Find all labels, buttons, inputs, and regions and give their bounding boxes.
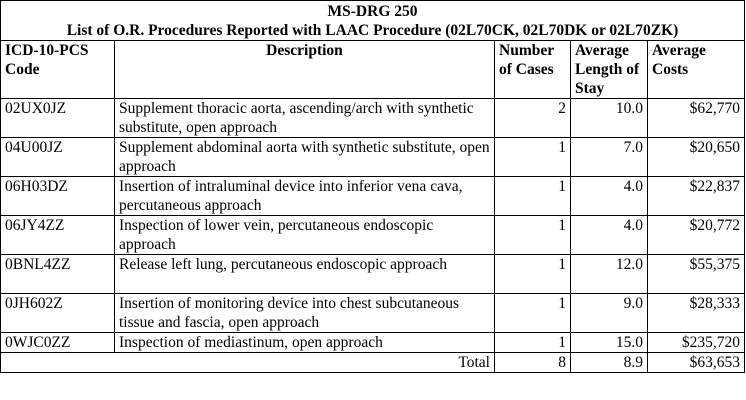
table-subtitle: List of O.R. Procedures Reported with LAAC Procedure (02L70CK, 02L70DK or 02L70ZK)	[66, 22, 679, 39]
cell-cases: 1	[495, 138, 571, 177]
cell-code: 04U00JZ	[1, 138, 115, 177]
cell-code: 0BNL4ZZ	[1, 255, 115, 294]
table-row	[1, 99, 745, 138]
cell-los: 15.0	[571, 333, 648, 353]
table-row	[1, 333, 745, 353]
cell-los: 4.0	[571, 216, 648, 255]
cell-costs: $28,333	[648, 294, 745, 333]
table-title-cell	[1, 1, 745, 41]
header-description: Description	[115, 41, 495, 99]
cell-code: 0WJC0ZZ	[1, 333, 115, 353]
table-row	[1, 294, 745, 333]
table-title-row	[1, 1, 745, 41]
column-header-row	[1, 41, 745, 99]
cell-cases: 1	[495, 255, 571, 294]
cell-code: 02UX0JZ	[1, 99, 115, 138]
cell-code: 06H03DZ	[1, 177, 115, 216]
total-row	[1, 353, 745, 373]
total-costs: $63,653	[648, 353, 745, 373]
header-los: Average Length of Stay	[571, 41, 648, 99]
table-row	[1, 138, 745, 177]
cell-cases: 1	[495, 294, 571, 333]
cell-cases: 2	[495, 99, 571, 138]
cell-costs: $20,650	[648, 138, 745, 177]
cell-los: 12.0	[571, 255, 648, 294]
cell-description: Inspection of mediastinum, open approach	[115, 333, 495, 353]
total-los: 8.9	[571, 353, 648, 373]
cell-costs: $55,375	[648, 255, 745, 294]
cell-costs: $22,837	[648, 177, 745, 216]
cell-description: Insertion of monitoring device into chest subcutaneous tissue and fascia, open approach	[115, 294, 495, 333]
cell-los: 4.0	[571, 177, 648, 216]
cell-costs: $20,772	[648, 216, 745, 255]
cell-cases: 1	[495, 333, 571, 353]
header-code: ICD-10-PCS Code	[1, 41, 115, 99]
cell-los: 9.0	[571, 294, 648, 333]
cell-code: 0JH602Z	[1, 294, 115, 333]
cell-costs: $235,720	[648, 333, 745, 353]
table-row	[1, 177, 745, 216]
total-label: Total	[1, 353, 495, 373]
cell-description: Inspection of lower vein, percutaneous endoscopic approach	[115, 216, 495, 255]
cell-description: Supplement thoracic aorta, ascending/arch with synthetic substitute, open approach	[115, 99, 495, 138]
table-row	[1, 255, 745, 294]
header-cases: Number of Cases	[495, 41, 571, 99]
cell-los: 7.0	[571, 138, 648, 177]
header-costs: Average Costs	[648, 41, 745, 99]
cell-description: Supplement abdominal aorta with synthetic substitute, open approach	[115, 138, 495, 177]
cell-los: 10.0	[571, 99, 648, 138]
cell-cases: 1	[495, 177, 571, 216]
table-title: MS-DRG 250	[327, 3, 418, 20]
cell-costs: $62,770	[648, 99, 745, 138]
table-row	[1, 216, 745, 255]
total-cases: 8	[495, 353, 571, 373]
cell-description: Insertion of intraluminal device into inferior vena cava, percutaneous approach	[115, 177, 495, 216]
cell-code: 06JY4ZZ	[1, 216, 115, 255]
cell-cases: 1	[495, 216, 571, 255]
cell-description: Release left lung, percutaneous endoscopic approach	[115, 255, 495, 294]
